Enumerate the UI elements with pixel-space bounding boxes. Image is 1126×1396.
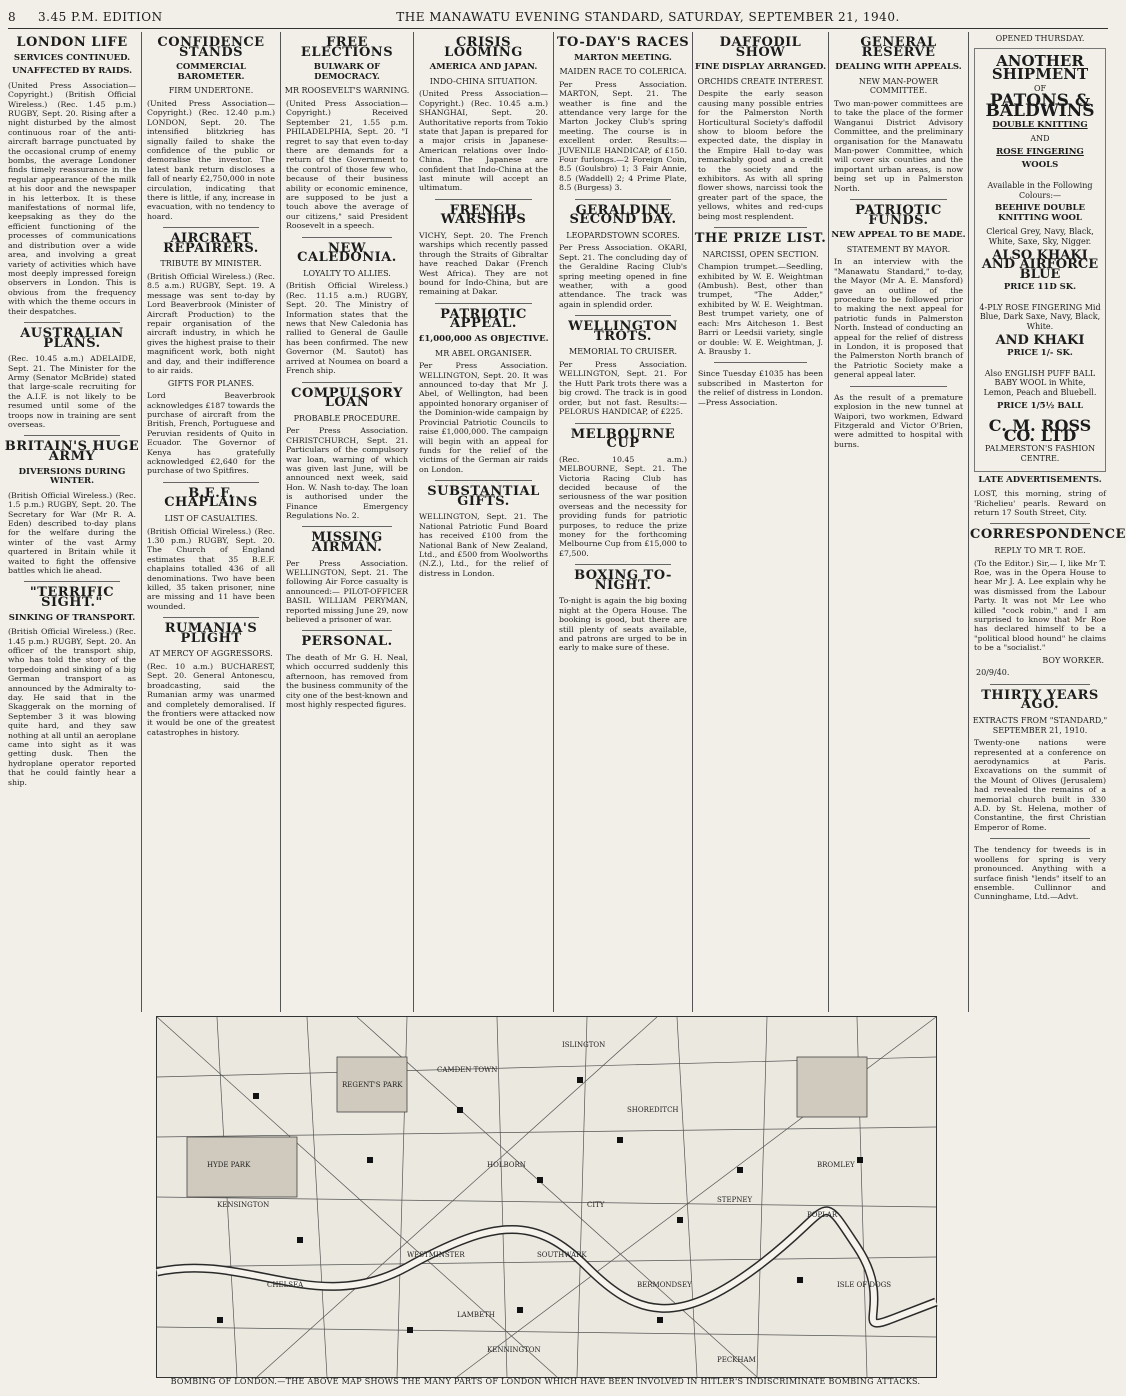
subhead: LIST OF CASUALTIES. bbox=[164, 513, 258, 523]
map-caption: BOMBING OF LONDON.—THE ABOVE MAP SHOWS THE MANY PARTS OF LONDON WHICH HAVE BEEN INVOLVED IN HITLER'S INDISCRIMINATE BOMBING ATTACKS. bbox=[170, 1377, 921, 1386]
ad-line: ROSE FINGERING bbox=[996, 146, 1084, 157]
article-text: Per Press Association. CHRISTCHURCH, Sept. 21. Particulars of the compulsory war loan, warning of which was given last June, will be announced next week, said Hon. W. Nash to-day. The loan is authorised under the Finance Emergency Regulations No. 2. bbox=[286, 426, 408, 520]
map-label: CHELSEA bbox=[267, 1281, 304, 1289]
article-text: (Rec. 10.45 a.m.) ADELAIDE, Sept. 21. The Minister for the Army (Senator McBride) stated that large-scale recruiting for the A.I.F. is not likely to be resumed until some of the troops now in training are sent overseas. bbox=[8, 354, 136, 429]
subhead: STATEMENT BY MAYOR. bbox=[846, 244, 951, 254]
column-advertisements bbox=[970, 32, 1126, 1387]
article-text: As the result of a premature explosion in the new tunnel at Waipori, two workmen, Edward Fitzgerald and Victor O'Brien, were admitted to hospital with burns. bbox=[834, 392, 963, 449]
headline: NEW CALEDONIA. bbox=[297, 240, 397, 266]
ad-line: Clerical Grey, Navy, Black, White, Saxe, Sky, Nigger. bbox=[986, 227, 1094, 246]
subhead: AT MERCY OF AGGRESSORS. bbox=[149, 649, 273, 659]
article-text: Champion trumpet.—Seedling, exhibited by W. E. Weightman (Ambush). Best, other than trumpet, "The Adder," exhibited by W. E. Weightman. Best trumpet variety, one of each: Mrs Aitcheson 1. Best Barri or Leedsii variety, single or double: W. E. Weightman, J. A. Brausby 1. bbox=[698, 262, 823, 356]
article-text: Per Press Association. MARTON, Sept. 21. The weather is fine and the attendance very large for the Marton Jockey Club's spring meeting. The course is in excellent order. Results:— JUVENILE HANDICAP, of £150. Four furlongs.—2 Foreign Coin, 8.5 (Goulsbro) 1; 3 Fair Annie, 8.5 (Waddell) 2; 4 Prime Plate, 8.5 (Burgess) 3. bbox=[559, 79, 687, 193]
article-text: Two man-power committees are to take the place of the former Wanganui District Advisory Committee, and the preliminary organisation for the Manawatu Man-power Committee, which will cover six counties and the important urban areas, is now being set up in Palmerston North. bbox=[834, 98, 963, 193]
headline: COMPULSORY LOAN bbox=[291, 385, 403, 411]
subhead: FIRM UNDERTONE. bbox=[168, 86, 254, 96]
ad-line: SHIPMENT bbox=[991, 65, 1089, 84]
subhead: MAIDEN RACE TO COLERICA. bbox=[559, 67, 687, 77]
headline: DAFFODIL SHOW bbox=[719, 35, 802, 60]
patons-advert bbox=[974, 48, 1106, 472]
subhead: GIFTS FOR PLANES. bbox=[167, 378, 255, 388]
subhead: AMERICA AND JAPAN. bbox=[429, 62, 538, 73]
article-text: Twenty-one nations were represented at a conference on aerodynamics at Paris. Excavations on the summit of the Mount of Olives (Jerusalem) had revealed the remains of a memorial church built in 330 A.D. by St. Helena, mother of Constantine, the first Christian Emperor of Rome. bbox=[974, 738, 1106, 832]
ad-line: OF bbox=[1033, 83, 1047, 93]
headline: THIRTY YEARS AGO. bbox=[981, 687, 1099, 713]
ad-line: Available in the Following Colours:— bbox=[987, 180, 1093, 200]
subhead: DEALING WITH APPEALS. bbox=[835, 62, 962, 73]
headline: MELBOURNE CUP bbox=[570, 426, 676, 452]
map-label: POPLAR bbox=[807, 1211, 838, 1219]
ad-price: PRICE 1/- SK. bbox=[1007, 348, 1073, 359]
article-text: In an interview with the "Manawatu Standard," to-day, the Mayor (Mr A. E. Mansford) gave an outline of the procedure to be followed prior to making the next appeal for patriotic funds in Palmerston North. Instead of conducting an appeal for the relief of distress in London, it is proposed that the Palmerston North branch of the Patriotic Society make a general appeal later. bbox=[834, 257, 963, 380]
article-text: Per Press Association. OKARI, Sept. 21. The concluding day of the Geraldine Racing Club's spring meeting opened in fine weather, with a good attendance. The track was again in splendid order. bbox=[559, 243, 687, 309]
headline: GERALDINE SECOND DAY. bbox=[569, 202, 677, 228]
column-todays-races bbox=[555, 32, 691, 1015]
article-text: (British Official Wireless.) (Rec. 1.45 p.m.) RUGBY, Sept. 20. An officer of the transport ship, who has told the story of the torpedoing and sinking of a big German transport as announced by the Admiralty to-day. He said that in the Skaggerak on the morning of September 3 it was blowing quite hard, and they saw nothing at all until an aeroplane came into sight as it was getting dusk. Then the hydroplane operator reported that he could faintly hear a ship. bbox=[8, 627, 136, 787]
article-text: VICHY, Sept. 20. The French warships which recently passed through the Straits of Gibraltar have reached Dakar (French West Africa). They are not bound for Indo-China, but are remaining at Dakar. bbox=[419, 231, 548, 297]
opened-notice: OPENED THURSDAY. bbox=[995, 34, 1085, 43]
map-graphic bbox=[157, 1017, 936, 1377]
subhead: TRIBUTE BY MINISTER. bbox=[160, 259, 262, 269]
subhead: REPLY TO MR T. ROE. bbox=[994, 546, 1086, 555]
subhead: COMMERCIAL BAROMETER. bbox=[176, 62, 246, 82]
map-label: REGENT'S PARK bbox=[342, 1081, 403, 1089]
letter-date: 20/9/40. bbox=[976, 668, 1010, 678]
edition: 3.45 P.M. EDITION bbox=[38, 10, 163, 24]
signature: BOY WORKER. bbox=[1042, 655, 1104, 665]
column-london-life bbox=[4, 32, 140, 1382]
ad-line: DOUBLE KNITTING bbox=[992, 119, 1088, 130]
article-text: (British Official Wireless.) (Rec. 1.5 p.m.) RUGBY, Sept. 20. The Secretary for War (Mr R. A. Eden) described to-day plans for the welfare during the winter of the vast Army quartered in Britain while it waited to fight the offensive battles which lie ahead. bbox=[8, 490, 136, 575]
headline: THE PRIZE LIST. bbox=[694, 231, 827, 247]
late-ads-heading: LATE ADVERTISEMENTS. bbox=[978, 474, 1102, 485]
ad-line: Also ENGLISH PUFF BALL BABY WOOL in White, Lemon, Peach and Bluebell. bbox=[983, 368, 1097, 398]
subhead: NARCISSI, OPEN SECTION. bbox=[702, 249, 819, 259]
headline: SUBSTANTIAL GIFTS. bbox=[427, 484, 540, 509]
ad-line: BEEHIVE DOUBLE KNITTING WOOL bbox=[994, 203, 1085, 223]
article-text: (Rec. 10.45 a.m.) MELBOURNE, Sept. 21. The Victoria Racing Club has decided because of the seriousness of the war position overseas and the necessity for providing funds for patriotic purposes, to reduce the prize money for the forthcoming Melbourne Cup from £15,000 to £7,500. bbox=[559, 454, 687, 558]
subhead: MR ABEL ORGANISER. bbox=[435, 348, 532, 358]
subhead: DIVERSIONS DURING WINTER. bbox=[18, 466, 126, 487]
article-text: Since Tuesday £1035 has been subscribed in Masterton for the relief of distress in London.—Press Association. bbox=[698, 369, 823, 407]
article-text: (British Official Wireless.) (Rec. 11.15 a.m.) RUGBY, Sept. 20. The Ministry of Information states that the news that New Caledonia has rallied to General de Gaulle has been confirmed. The new Governor (M. Sautot) has arrived at Noumea on board a French ship. bbox=[286, 281, 408, 376]
article-text: To-night is again the big boxing night at the Opera House. The booking is good, but there are still plenty of seats available, and patrons are urged to be in early to make sure of these. bbox=[559, 596, 687, 653]
article-text: (United Press Association—Copyright.) (Rec. 12.40 p.m.) LONDON, Sept. 20. The intensified blitzkrieg has signally failed to shake the confidence of the public or demoralise the investor. The latest bank return discloses a fall of nearly £2,750,000 in note circulation, indicating that there is little, if any, increase in evacuation, with no tendency to hoard. bbox=[147, 98, 275, 221]
masthead bbox=[8, 6, 1108, 29]
map-label: CITY bbox=[587, 1201, 605, 1209]
map-label: ISLE OF DOGS bbox=[837, 1281, 892, 1289]
column-general-reserve bbox=[830, 32, 967, 1015]
map-label: WESTMINSTER bbox=[407, 1251, 465, 1259]
ad-line: 4-PLY ROSE FINGERING Mid Blue, Dark Saxe, Navy, Black, White. bbox=[979, 302, 1101, 332]
headline: "TERRIFIC SIGHT." bbox=[29, 585, 115, 610]
headline: CORRESPONDENCE bbox=[970, 527, 1126, 543]
ad-line: PALMERSTON'S FASHION CENTRE. bbox=[984, 444, 1096, 463]
article-text: Per Press Association. WELLINGTON, Sept. 21. The following Air Force casualty is announced:— PILOT-OFFICER BASIL WILLIAM PERYMAN, reported missing June 29, now believed a prisoner of war. bbox=[286, 558, 408, 624]
headline: GENERAL RESERVE bbox=[860, 35, 937, 60]
article-text: The tendency for tweeds is in woollens for spring is very pronounced. Anything with a surface finish "lends" itself to an ensemble. Cullinnor and Cunninghame, Ltd.—Advt. bbox=[974, 845, 1106, 902]
london-bombing-map bbox=[156, 1016, 937, 1378]
column-confidence bbox=[143, 32, 279, 1015]
subhead: SERVICES CONTINUED. bbox=[13, 52, 131, 63]
headline: MISSING AIRMAN. bbox=[311, 530, 383, 555]
headline: PATRIOTIC FUNDS. bbox=[855, 203, 942, 228]
ad-price: PRICE 11D SK. bbox=[1003, 282, 1077, 293]
subhead: MR ROOSEVELT'S WARNING. bbox=[284, 86, 410, 96]
column-free-elections bbox=[282, 32, 412, 1015]
headline: RUMANIA'S PLIGHT bbox=[164, 621, 258, 646]
subhead: MARTON MEETING. bbox=[574, 52, 672, 63]
subhead: LOYALTY TO ALLIES. bbox=[303, 268, 391, 278]
headline: FRENCH WARSHIPS bbox=[440, 202, 527, 228]
article-text: Per Press Association. WELLINGTON, Sept. 20. It was announced to-day that Mr J. Abel, of Wellington, had been appointed honorary organiser of the Dominion-wide campaign by Provincial Patriotic Councils to raise £1,000,000. The campaign will begin with an appeal for funds for the relief of the victims of the German air raids on London. bbox=[419, 361, 548, 474]
map-label: PECKHAM bbox=[717, 1356, 756, 1364]
ad-brand: PATONS & BALDWINS bbox=[985, 91, 1095, 121]
classified: LOST, this morning, string of 'Richelieu' pearls. Reward on return 17 South Street, City. bbox=[974, 489, 1106, 517]
ad-line: WOOLS bbox=[1021, 160, 1059, 171]
ad-store: C. M. ROSS CO. LTD bbox=[988, 416, 1092, 445]
ad-line: AND bbox=[1030, 134, 1050, 144]
ad-price: PRICE 1/5½ BALL bbox=[996, 400, 1084, 411]
page-number: 8 bbox=[8, 10, 17, 24]
headline: FREE ELECTIONS bbox=[300, 35, 394, 60]
map-label: CAMDEN TOWN bbox=[437, 1066, 498, 1074]
headline: WELLINGTON TROTS. bbox=[568, 319, 678, 344]
ad-line: AND KHAKI bbox=[995, 332, 1085, 348]
headline: AIRCRAFT REPAIRERS. bbox=[163, 231, 259, 256]
article-text: Despite the early season causing many possible entries for the Palmerston North Horticultural Society's daffodil show to bloom before the expected date, the display in the Empire Hall to-day was remarkably good and a credit to the society and the exhibitors. As with all spring flower shows, narcissi took the greater part of the space, the yellows, whites and red-cups being most resplendent. bbox=[698, 89, 823, 221]
subhead: PROBABLE PROCEDURE. bbox=[293, 413, 401, 423]
column-daffodil-show bbox=[694, 32, 827, 1015]
subhead: BULWARK OF DEMOCRACY. bbox=[313, 62, 381, 82]
subhead: INDO-CHINA SITUATION. bbox=[429, 76, 538, 86]
map-label: HOLBORN bbox=[487, 1161, 526, 1169]
map-label: STEPNEY bbox=[717, 1196, 753, 1204]
map-label: KENNINGTON bbox=[487, 1346, 541, 1354]
subhead: NEW APPEAL TO BE MADE. bbox=[831, 230, 966, 241]
subhead: MEMORIAL TO CRUISER. bbox=[569, 347, 677, 357]
headline: B.E.F. CHAPLAINS bbox=[164, 485, 258, 511]
headline: BOXING TO-NIGHT. bbox=[574, 568, 672, 593]
map-label: HYDE PARK bbox=[207, 1161, 251, 1169]
map-label: BROMLEY bbox=[817, 1161, 855, 1169]
map-label: SOUTHWARK bbox=[537, 1251, 587, 1259]
article-text: (British Official Wireless.) (Rec. 8.5 a.m.) RUGBY, Sept. 19. A message was sent to-day by Lord Beaverbrook (Minister of Aircraft Production) to the repair organisation of the aircraft industry, in which he gives the highest praise to their magnificent work, both night and day, and their indifference to air raids. bbox=[147, 272, 275, 376]
headline: PATRIOTIC APPEAL. bbox=[440, 306, 527, 332]
subhead: £1,000,000 AS OBJECTIVE. bbox=[418, 334, 549, 345]
map-label: KENSINGTON bbox=[217, 1201, 270, 1209]
article-text: WELLINGTON, Sept. 21. The National Patriotic Fund Board has received £100 from the National Bank of New Zealand, Ltd., and £500 from Woolworths (N.Z.), Ltd., for the relief of distress in London. bbox=[419, 512, 548, 578]
article-text: The death of Mr G. H. Neal, which occurred suddenly this afternoon, has removed from the business community of the city one of the best-known and most highly respected figures. bbox=[286, 652, 408, 709]
map-label: SHOREDITCH bbox=[627, 1106, 679, 1114]
headline: PERSONAL. bbox=[301, 634, 393, 650]
ad-line: ALSO KHAKI AND AIRFORCE BLUE bbox=[981, 247, 1099, 282]
article-text: (British Official Wireless.) (Rec. 1.30 p.m.) RUGBY, Sept. 20. The Church of England estimates that 35 B.E.F. chaplains totalled 436 of all denominations. Two have been killed, 35 taken prisoner, nine are missing and 11 have been wounded. bbox=[147, 526, 275, 611]
headline: CRISIS LOOMING bbox=[444, 35, 523, 60]
map-label: BERMONDSEY bbox=[637, 1281, 692, 1289]
article-text: Per Press Association. WELLINGTON, Sept. 21. For the Hutt Park trots there was a big crowd. The track is in good order, but not fast. Results:— PELORUS HANDICAP, of £225. bbox=[559, 360, 687, 417]
article-text: (United Press Association—Copyright.) (British Official Wireless.) (Rec. 1.45 p.m.) RUGBY, Sept. 20. Rising after a night disturbed by the almost continuous roar of the anti-aircraft barrage punctuated by the occasional crump of enemy bombs, the average Londoner finds timely reassurance in the regular appearance of the milk at his door and the newspaper in his letterbox. It is these manifestations of normal life, keepsaking as they do the efficient functioning of the processes of communications and distribution over a wide area, and involving a great variety of activities which have most deeply impressed foreign observers in London. This is obvious from the frequency with which the theme occurs in their despatches. bbox=[8, 80, 136, 316]
subhead: SINKING OF TRANSPORT. bbox=[8, 612, 136, 623]
article-text: Lord Beaverbrook acknowledges £187 towards the purchase of aircraft from the British, French, Portuguese and Peruvian residents of Quito in Ecuador. The Governor of Kenya has gratefully acknowledged £2,640 for the purchase of two Spitfires. bbox=[147, 391, 275, 476]
letter-text: (To the Editor.) Sir,— I, like Mr T. Roe, was in the Opera House to hear Mr J. A. Lee explain why he was dismissed from the Labour Party. It was not Mr Lee who killed "cock robin," and I am surprised to know that Mr Roe has declared himself to be a "political blood hound" he claims to be a "socialist." bbox=[974, 558, 1106, 653]
newspaper-title: THE MANAWATU EVENING STANDARD, SATURDAY, SEPTEMBER 21, 1940. bbox=[396, 10, 900, 24]
headline: CONFIDENCE STANDS bbox=[157, 35, 265, 60]
subhead: NEW MAN-POWER COMMITTEE. bbox=[858, 76, 939, 96]
headline: TO-DAY'S RACES bbox=[556, 35, 690, 50]
headline: AUSTRALIAN PLANS. bbox=[20, 325, 124, 351]
ad-line: ANOTHER bbox=[996, 51, 1084, 70]
headline: LONDON LIFE bbox=[16, 35, 128, 50]
subhead: FINE DISPLAY ARRANGED. bbox=[694, 62, 827, 73]
column-crisis-looming bbox=[415, 32, 552, 1015]
map-label: ISLINGTON bbox=[562, 1041, 606, 1049]
subhead: UNAFFECTED BY RAIDS. bbox=[11, 66, 133, 77]
headline: BRITAIN'S HUGE ARMY bbox=[4, 439, 140, 464]
article-text: (United Press Association—Copyright.) (Rec. 10.45 a.m.) SHANGHAI, Sept. 20. Authoritative reports from Tokio state that Japan is prepared for a major crisis in Japanese-American relations over Indo-China. The Japanese are confident that Indo-China at the last minute will accept an ultimatum. bbox=[419, 89, 548, 193]
subhead: ORCHIDS CREATE INTEREST. bbox=[697, 76, 824, 86]
map-label: LAMBETH bbox=[457, 1311, 495, 1319]
subhead: EXTRACTS FROM "STANDARD," SEPTEMBER 21, 1910. bbox=[972, 716, 1108, 735]
subhead: LEOPARDSTOWN SCORES. bbox=[566, 230, 680, 240]
article-text: (Rec. 10 a.m.) BUCHAREST, Sept. 20. General Antonescu, broadcasting, said the Rumanian army was unarmed and completely demoralised. If the frontiers were attacked now it would be one of the greatest catastrophes in history. bbox=[147, 661, 275, 737]
article-text: (United Press Association—Copyright.) Received September 21, 1.55 p.m. PHILADELPHIA, Sept. 20. "I regret to say that even to-day there are demands for a return of the Government to the control of those few who, because of their business ability or economic eminence, are supposed to be just a touch above the average of our citizens," said President Roosevelt in a speech. bbox=[286, 98, 408, 231]
